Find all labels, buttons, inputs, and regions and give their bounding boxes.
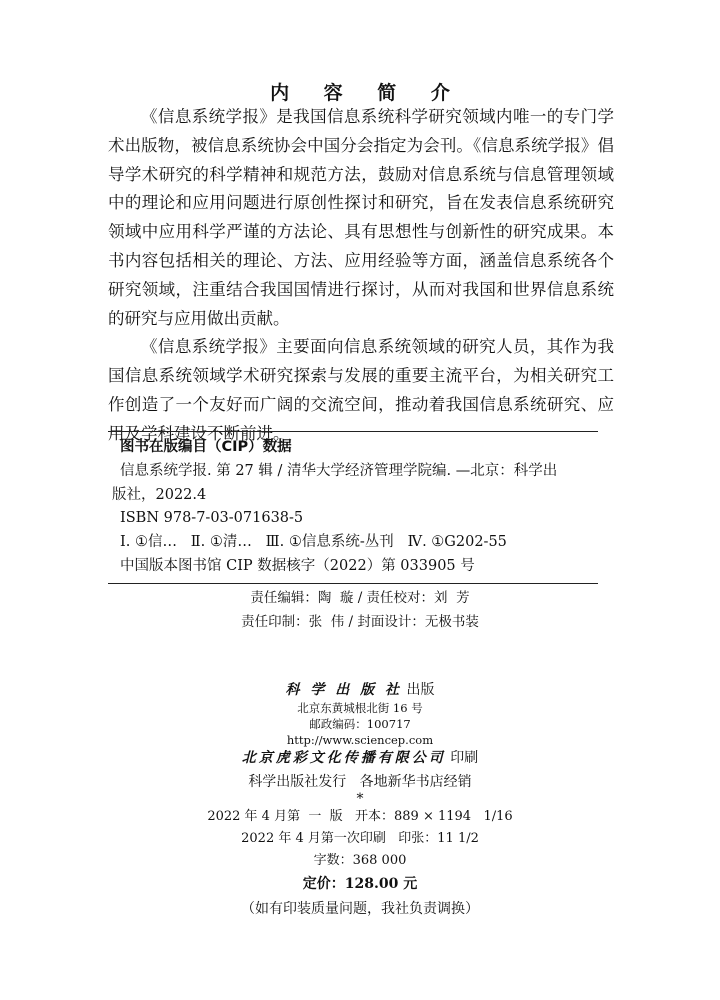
intro-body (108, 103, 614, 449)
printer-line (0, 748, 720, 768)
intro-paragraph-1: 《信息系统学报》是我国信息系统科学研究领域内唯一的专门学术出版物，被信息系统协会中国分会指定为会刊。《信息系统学报》倡导学术研究的科学精神和规范方法，鼓励对信息系统与信息管理领域中的理论和应用问题进行原创性探讨和研究，旨在发表信息系统研究领域中应用科学严谨的方法论、具有思想性与创新性的研究成果。本书内容包括相关的理论、方法、应用经验等方面，涵盖信息系统各个研究领域，注重结合我国国情进行探讨，从而对我国和世界信息系统的研究与应用做出贡献。 (108, 107, 614, 328)
cip-title-line-cont: 版社，2022.4 (112, 486, 207, 503)
intro-paragraph-2: 《信息系统学报》主要面向信息系统领域的研究人员，其作为我国信息系统领域学术研究探索与发展的重要主流平台，为相关研究工作创造了一个友好而广阔的交流空间，推动着我国信息系统研究、应用及学科建设不断前进。 (108, 337, 614, 443)
cip-classification: Ⅰ. ①信… Ⅱ. ①清… Ⅲ. ①信息系统-丛刊 Ⅳ. ①G202-55 (120, 534, 507, 551)
publisher-block (0, 680, 720, 922)
publisher-postcode: 邮政编码：100717 (309, 717, 411, 731)
quality-notice: （如有印装质量问题，我社负责调换） (241, 901, 479, 917)
printing-line: 2022 年 4 月第一次印刷 印张：11 1/2 (241, 831, 479, 846)
publisher-line (0, 680, 720, 700)
printer-name-logo: 北京虎彩文化传播有限公司 (241, 750, 446, 766)
cip-record-number: 中国版本图书馆 CIP 数据核字（2022）第 033905 号 (120, 557, 475, 574)
publisher-address: 北京东黄城根北街 16 号 (297, 701, 423, 715)
publisher-website: http://www.sciencep.com (286, 733, 434, 747)
cip-bottom-rule (108, 583, 598, 584)
staff-line-printing: 责任印制：张 伟 / 封面设计：无极书装 (241, 614, 479, 630)
cip-isbn: ISBN 978-7-03-071638-5 (120, 510, 304, 527)
cip-top-rule (108, 431, 598, 432)
staff-line-editors: 责任编辑：陶 璇 / 责任校对：刘 芳 (250, 590, 470, 606)
price: 定价：128.00 元 (302, 876, 418, 892)
cip-heading: 图书在版编目（CIP）数据 (120, 439, 292, 455)
word-count: 字数：368 000 (313, 853, 407, 868)
printer-suffix: 印刷 (450, 750, 479, 766)
staff-credits (0, 586, 720, 634)
publisher-name-suffix: 出版 (406, 682, 435, 698)
edition-line: 2022 年 4 月第 一 版 开本：889 × 1194 1/16 (207, 809, 513, 824)
page-title: 内 容 简 介 (270, 82, 464, 104)
separator-star: * (356, 791, 364, 807)
cip-title-line: 信息系统学报. 第 27 辑 / 清华大学经济管理学院编. —北京：科学出 (120, 462, 558, 479)
cip-block (112, 436, 600, 579)
distribution-line: 科学出版社发行 各地新华书店经销 (248, 774, 472, 790)
publisher-name-logo: 科 学 出 版 社 (285, 682, 403, 698)
